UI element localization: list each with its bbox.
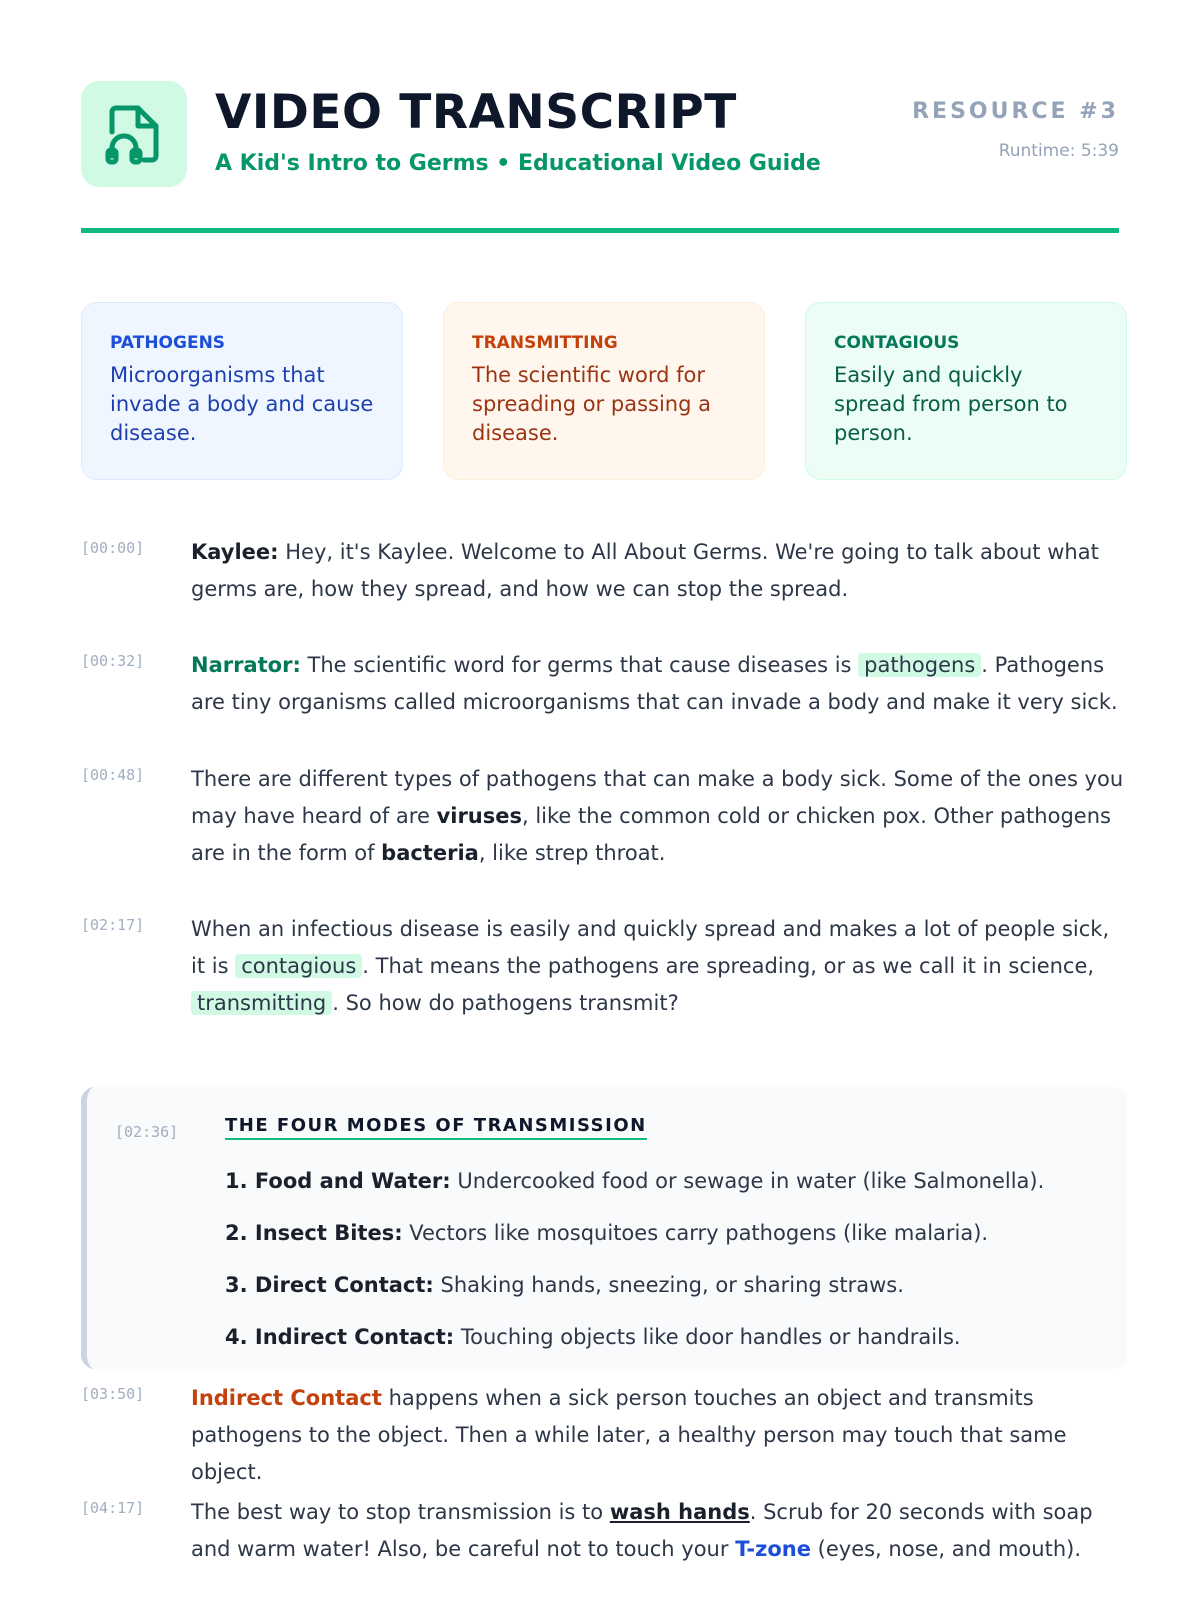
- modes-heading: THE FOUR MODES OF TRANSMISSION: [225, 1115, 647, 1140]
- mode-label: 1. Food and Water:: [225, 1169, 451, 1193]
- vocab-definition: The scientific word for spreading or passing a disease.: [472, 363, 711, 445]
- runtime-label: Runtime: 5:39: [998, 141, 1119, 161]
- vocab-term: PATHOGENS: [110, 333, 226, 353]
- timestamp[interactable]: [04:17]: [81, 1499, 145, 1517]
- segment-body: . Pathogens are tiny organisms called microorganisms that can invade a body and make it very sick.: [191, 653, 1118, 714]
- mode-text: Shaking hands, sneezing, or sharing straws.: [433, 1273, 904, 1297]
- transcript-segment: [81, 761, 1127, 872]
- segment-text: [191, 761, 1127, 872]
- segment-body: The scientific word for germs that cause diseases is: [300, 653, 859, 677]
- segment-body: happens when a sick person touches an object and transmits pathogens to the object. Then a while later, a healthy person may touch that same object.: [191, 1386, 1067, 1484]
- highlighted-term: Indirect Contact: [191, 1386, 382, 1410]
- vocab-definition: Microorganisms that invade a body and cause disease.: [110, 363, 374, 445]
- segment-text: [191, 647, 1127, 721]
- vocab-cards: [81, 302, 1127, 480]
- transcript-segment: [81, 1494, 1127, 1568]
- mode-text: Vectors like mosquitoes carry pathogens (like malaria).: [402, 1221, 989, 1245]
- timestamp[interactable]: [00:48]: [81, 766, 145, 784]
- bold-term: bacteria: [381, 841, 479, 865]
- list-item: [225, 1311, 1044, 1363]
- vocab-card-pathogens: [81, 302, 403, 480]
- vocab-card-contagious: [805, 302, 1127, 480]
- timestamp[interactable]: [03:50]: [81, 1385, 145, 1403]
- transcript-segment: [81, 534, 1127, 608]
- transmission-modes-box: [81, 1087, 1127, 1369]
- list-item: [225, 1155, 1044, 1207]
- segment-text: [191, 534, 1127, 608]
- timestamp[interactable]: [00:00]: [81, 539, 145, 557]
- speaker-name: Kaylee:: [191, 540, 279, 564]
- header: [81, 81, 1119, 191]
- segment-body: . Scrub for 20 seconds with soap and warm water! Also, be careful not to touch your: [191, 1500, 1093, 1561]
- segment-body: There are different types of pathogens that can make a body sick. Some of the ones you may have heard of are: [191, 767, 1124, 828]
- page-subtitle: A Kid's Intro to Germs • Educational Video Guide: [215, 151, 821, 176]
- segment-body: , like strep throat.: [478, 841, 666, 865]
- timestamp[interactable]: [02:36]: [115, 1123, 179, 1141]
- list-item: [225, 1259, 1044, 1311]
- segment-text: [191, 1380, 1127, 1491]
- segment-body: When an infectious disease is easily and quickly spread and makes a lot of people sick, it is: [191, 917, 1110, 978]
- segment-body: . That means the pathogens are spreading, or as we call it in science,: [362, 954, 1095, 978]
- modes-list: [225, 1155, 1044, 1363]
- resource-number: RESOURCE #3: [912, 99, 1119, 124]
- highlighted-term: transmitting: [191, 991, 332, 1015]
- segment-body: , like the common cold or chicken pox. Other pathogens are in the form of: [191, 804, 1111, 865]
- transcript-segment: [81, 911, 1127, 1022]
- file-audio-icon: [81, 81, 187, 187]
- list-item: [225, 1207, 1044, 1259]
- vocab-definition: Easily and quickly spread from person to person.: [834, 363, 1068, 445]
- mode-text: Undercooked food or sewage in water (like Salmonella).: [450, 1169, 1045, 1193]
- mode-label: 4. Indirect Contact:: [225, 1325, 455, 1349]
- highlighted-term: T-zone: [735, 1537, 811, 1561]
- transcript-segment: [81, 647, 1127, 721]
- header-divider: [81, 228, 1119, 233]
- highlighted-term: pathogens: [858, 653, 981, 677]
- vocab-term: TRANSMITTING: [472, 333, 618, 353]
- page-title: VIDEO TRANSCRIPT: [215, 85, 737, 140]
- underlined-term: wash hands: [609, 1500, 750, 1524]
- speaker-name: Narrator:: [191, 653, 301, 677]
- vocab-term: CONTAGIOUS: [834, 333, 960, 353]
- highlighted-term: contagious: [235, 954, 362, 978]
- segment-text: [191, 911, 1127, 1022]
- bold-term: viruses: [436, 804, 522, 828]
- segment-body: The best way to stop transmission is to: [191, 1500, 610, 1524]
- timestamp[interactable]: [00:32]: [81, 652, 145, 670]
- timestamp[interactable]: [02:17]: [81, 916, 145, 934]
- segment-body: (eyes, nose, and mouth).: [810, 1537, 1081, 1561]
- mode-label: 3. Direct Contact:: [225, 1273, 434, 1297]
- segment-body: Hey, it's Kaylee. Welcome to All About Germs. We're going to talk about what germs are, how they spread, and how we can stop the spread.: [191, 540, 1099, 601]
- vocab-card-transmitting: [443, 302, 765, 480]
- transcript-segment: [81, 1380, 1127, 1491]
- mode-label: 2. Insect Bites:: [225, 1221, 403, 1245]
- segment-body: . So how do pathogens transmit?: [332, 991, 679, 1015]
- mode-text: Touching objects like door handles or handrails.: [454, 1325, 961, 1349]
- segment-text: [191, 1494, 1127, 1568]
